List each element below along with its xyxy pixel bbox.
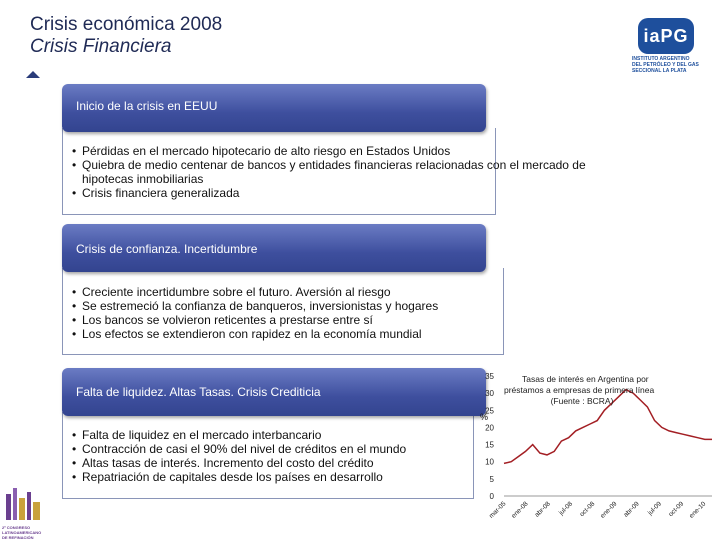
interest-rate-chart — [472, 366, 716, 540]
y-tick-label: 25 — [485, 406, 494, 416]
corner-arrow-icon — [26, 71, 40, 78]
bullet-item: • Creciente incertidumbre sobre el futuro. Aversión al riesgo — [72, 285, 552, 299]
bullet-item: • Los bancos se volvieron reticentes a prestarse entre sí — [72, 313, 552, 327]
chart-title: préstamos a empresas de primera línea — [504, 385, 655, 395]
section-bullets-3 — [72, 428, 472, 484]
y-tick-label: 30 — [485, 389, 494, 399]
section-bullets-2 — [72, 285, 552, 341]
logo-line: DEL PETRÓLEO Y DEL GAS — [632, 62, 699, 68]
bullet-item: • Se estremeció la confianza de banqueros, inversionistas y hogares — [72, 299, 552, 313]
section-heading-1: Inicio de la crisis en EEUU — [62, 84, 486, 132]
section-bullets-1 — [72, 144, 592, 200]
logo-mark: iaPG — [638, 18, 694, 54]
x-tick-label: abr-08 — [533, 500, 552, 519]
x-tick-label: ene-08 — [510, 500, 530, 520]
congress-logo — [2, 484, 46, 538]
y-tick-label: 0 — [489, 492, 494, 501]
bullet-item: • Quiebra de medio centenar de bancos y entidades financieras relacionadas con el mercado de hipotecas inmobiliarias — [72, 158, 592, 186]
y-tick-label: 10 — [485, 457, 494, 467]
x-tick-label: mar-05 — [487, 500, 508, 520]
x-tick-label: ene-10 — [688, 500, 708, 520]
slide-subtitle: Crisis Financiera — [30, 36, 172, 57]
congress-line: DE REFINACIÓN — [2, 535, 34, 540]
section-heading-3: Falta de liquidez. Altas Tasas. Crisis Crediticia — [62, 368, 486, 416]
iapg-logo — [632, 18, 712, 78]
x-tick-label: oct-08 — [578, 500, 597, 519]
y-tick-label: 15 — [485, 440, 494, 450]
slide-title: Crisis económica 2008 — [30, 14, 223, 35]
bullet-item: • Los efectos se extendieron con rapidez en la economía mundial — [72, 327, 552, 341]
bullet-item: • Repatriación de capitales desde los países en desarrollo — [72, 470, 472, 484]
chart-title: (Fuente : BCRA) — [550, 396, 614, 406]
x-tick-label: abr-09 — [622, 500, 641, 519]
x-tick-label: oct-09 — [667, 500, 686, 519]
bullet-item: • Falta de liquidez en el mercado interbancario — [72, 428, 472, 442]
section-heading-2: Crisis de confianza. Incertidumbre — [62, 224, 486, 272]
y-tick-label: 20 — [485, 423, 494, 433]
chart-svg — [472, 366, 716, 540]
congress-line: 2º CONGRESO — [2, 525, 31, 530]
refinery-icon — [2, 484, 46, 520]
y-axis-label: % — [479, 412, 489, 422]
bullet-item: • Altas tasas de interés. Incremento del costo del crédito — [72, 456, 472, 470]
y-tick-label: 35 — [485, 372, 494, 381]
x-tick-label: jul-08 — [557, 500, 575, 517]
logo-text — [632, 56, 714, 74]
bullet-item: • Pérdidas en el mercado hipotecario de alto riesgo en Estados Unidos — [72, 144, 592, 158]
slide-title-block — [30, 14, 222, 58]
logo-line: INSTITUTO ARGENTINO — [632, 56, 690, 62]
bullet-item: • Crisis financiera generalizada — [72, 186, 592, 200]
congress-line: LATINOAMERICANO — [2, 530, 42, 535]
y-tick-label: 5 — [489, 474, 494, 484]
x-tick-label: jul-09 — [646, 500, 663, 517]
chart-title: Tasas de interés en Argentina por — [522, 374, 649, 384]
logo-line: SECCIONAL LA PLATA — [632, 68, 687, 74]
x-tick-label: ene-09 — [599, 500, 619, 520]
bullet-item: • Contracción de casi el 90% del nivel de créditos en el mundo — [72, 442, 472, 456]
